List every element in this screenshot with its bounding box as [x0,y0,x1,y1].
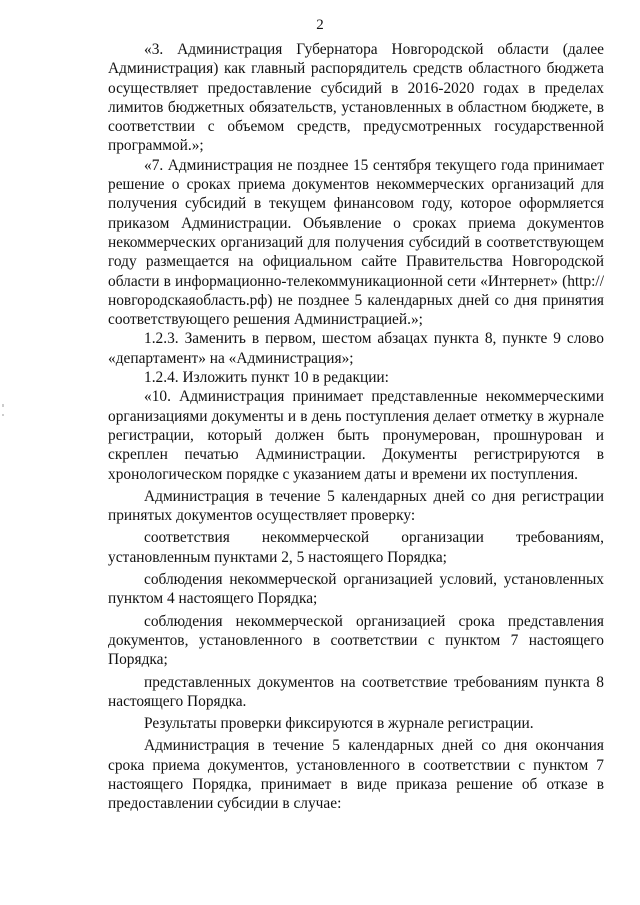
page-number: 2 [316,17,324,33]
paragraph-refusal: Администрация в течение 5 календарных дней со дня окончания срока приема документов, установленного в соответствии с пунктом 7 настоящего Порядка, принимает в виде приказа решение об отказе в предоставлении субсидии в случае: [108,737,604,813]
paragraph-1-2-3: 1.2.3. Заменить в первом, шестом абзацах пункта 8, пункте 9 слово «департамент» на «Администрация»; [108,330,604,367]
paragraph-1-2-4: 1.2.4. Изложить пункт 10 в редакции: [144,369,389,387]
paragraph-check-conditions: соблюдения некоммерческой организацией условий, установленных пунктом 4 настоящего Порядка; [108,571,604,608]
paragraph-check-results: Результаты проверки фиксируются в журнале регистрации. [144,715,534,733]
paragraph-item-7: «7. Администрация не позднее 15 сентября текущего года принимает решение о сроках приема документов некоммерческих организаций для получения субсидий в текущем финансовом году, которое оформляется приказом Администрации. Объявление о сроках приема документов некоммерческих организаций для получения субсидий в соответствующем году размещается на официальном сайте Правительства Новгородской области в информационно-телекоммуникационной сети «Интернет» (http://новгородскаяобласть.рф) не позднее 5 календарных дней со дня принятия соответствующего решения Администрацией.»; [108,156,604,329]
paragraph-check-requirements: соответствия некоммерческой организации требованиям, установленным пунктами 2, 5 настоящего Порядка; [108,529,604,566]
paragraph-check-documents: представленных документов на соответствие требованиям пункта 8 настоящего Порядка. [108,673,604,710]
paragraph-item-10: «10. Администрация принимает представленные некоммерческими организациями документы и в день поступления делает отметку в журнале регистрации, который должен быть пронумерован, прошнурован и скреплен печатью Администрации. Документы регистрируются в хронологическом порядке с указанием даты и времени их поступления. [108,388,604,483]
paragraph-item-3: «3. Администрация Губернатора Новгородской области (далее Администрация) как главный распорядитель средств областного бюджета осуществляет предоставление субсидий в 2016-2020 годах в пределах лимитов бюджетных обязательств, установленных в областном бюджете, в соответствии с объемом средств, предусмотренных государственной программой.»; [108,41,604,155]
paragraph-check-deadline: соблюдения некоммерческой организацией срока представления документов, установленного в соответствии с пунктом 7 настоящего Порядка; [108,612,604,669]
paragraph-check-intro: Администрация в течение 5 календарных дней со дня регистрации принятых документов осуществляет проверку: [108,487,604,525]
scan-edge-mark [2,404,4,407]
scan-edge-mark [2,414,4,416]
document-body [108,40,604,814]
